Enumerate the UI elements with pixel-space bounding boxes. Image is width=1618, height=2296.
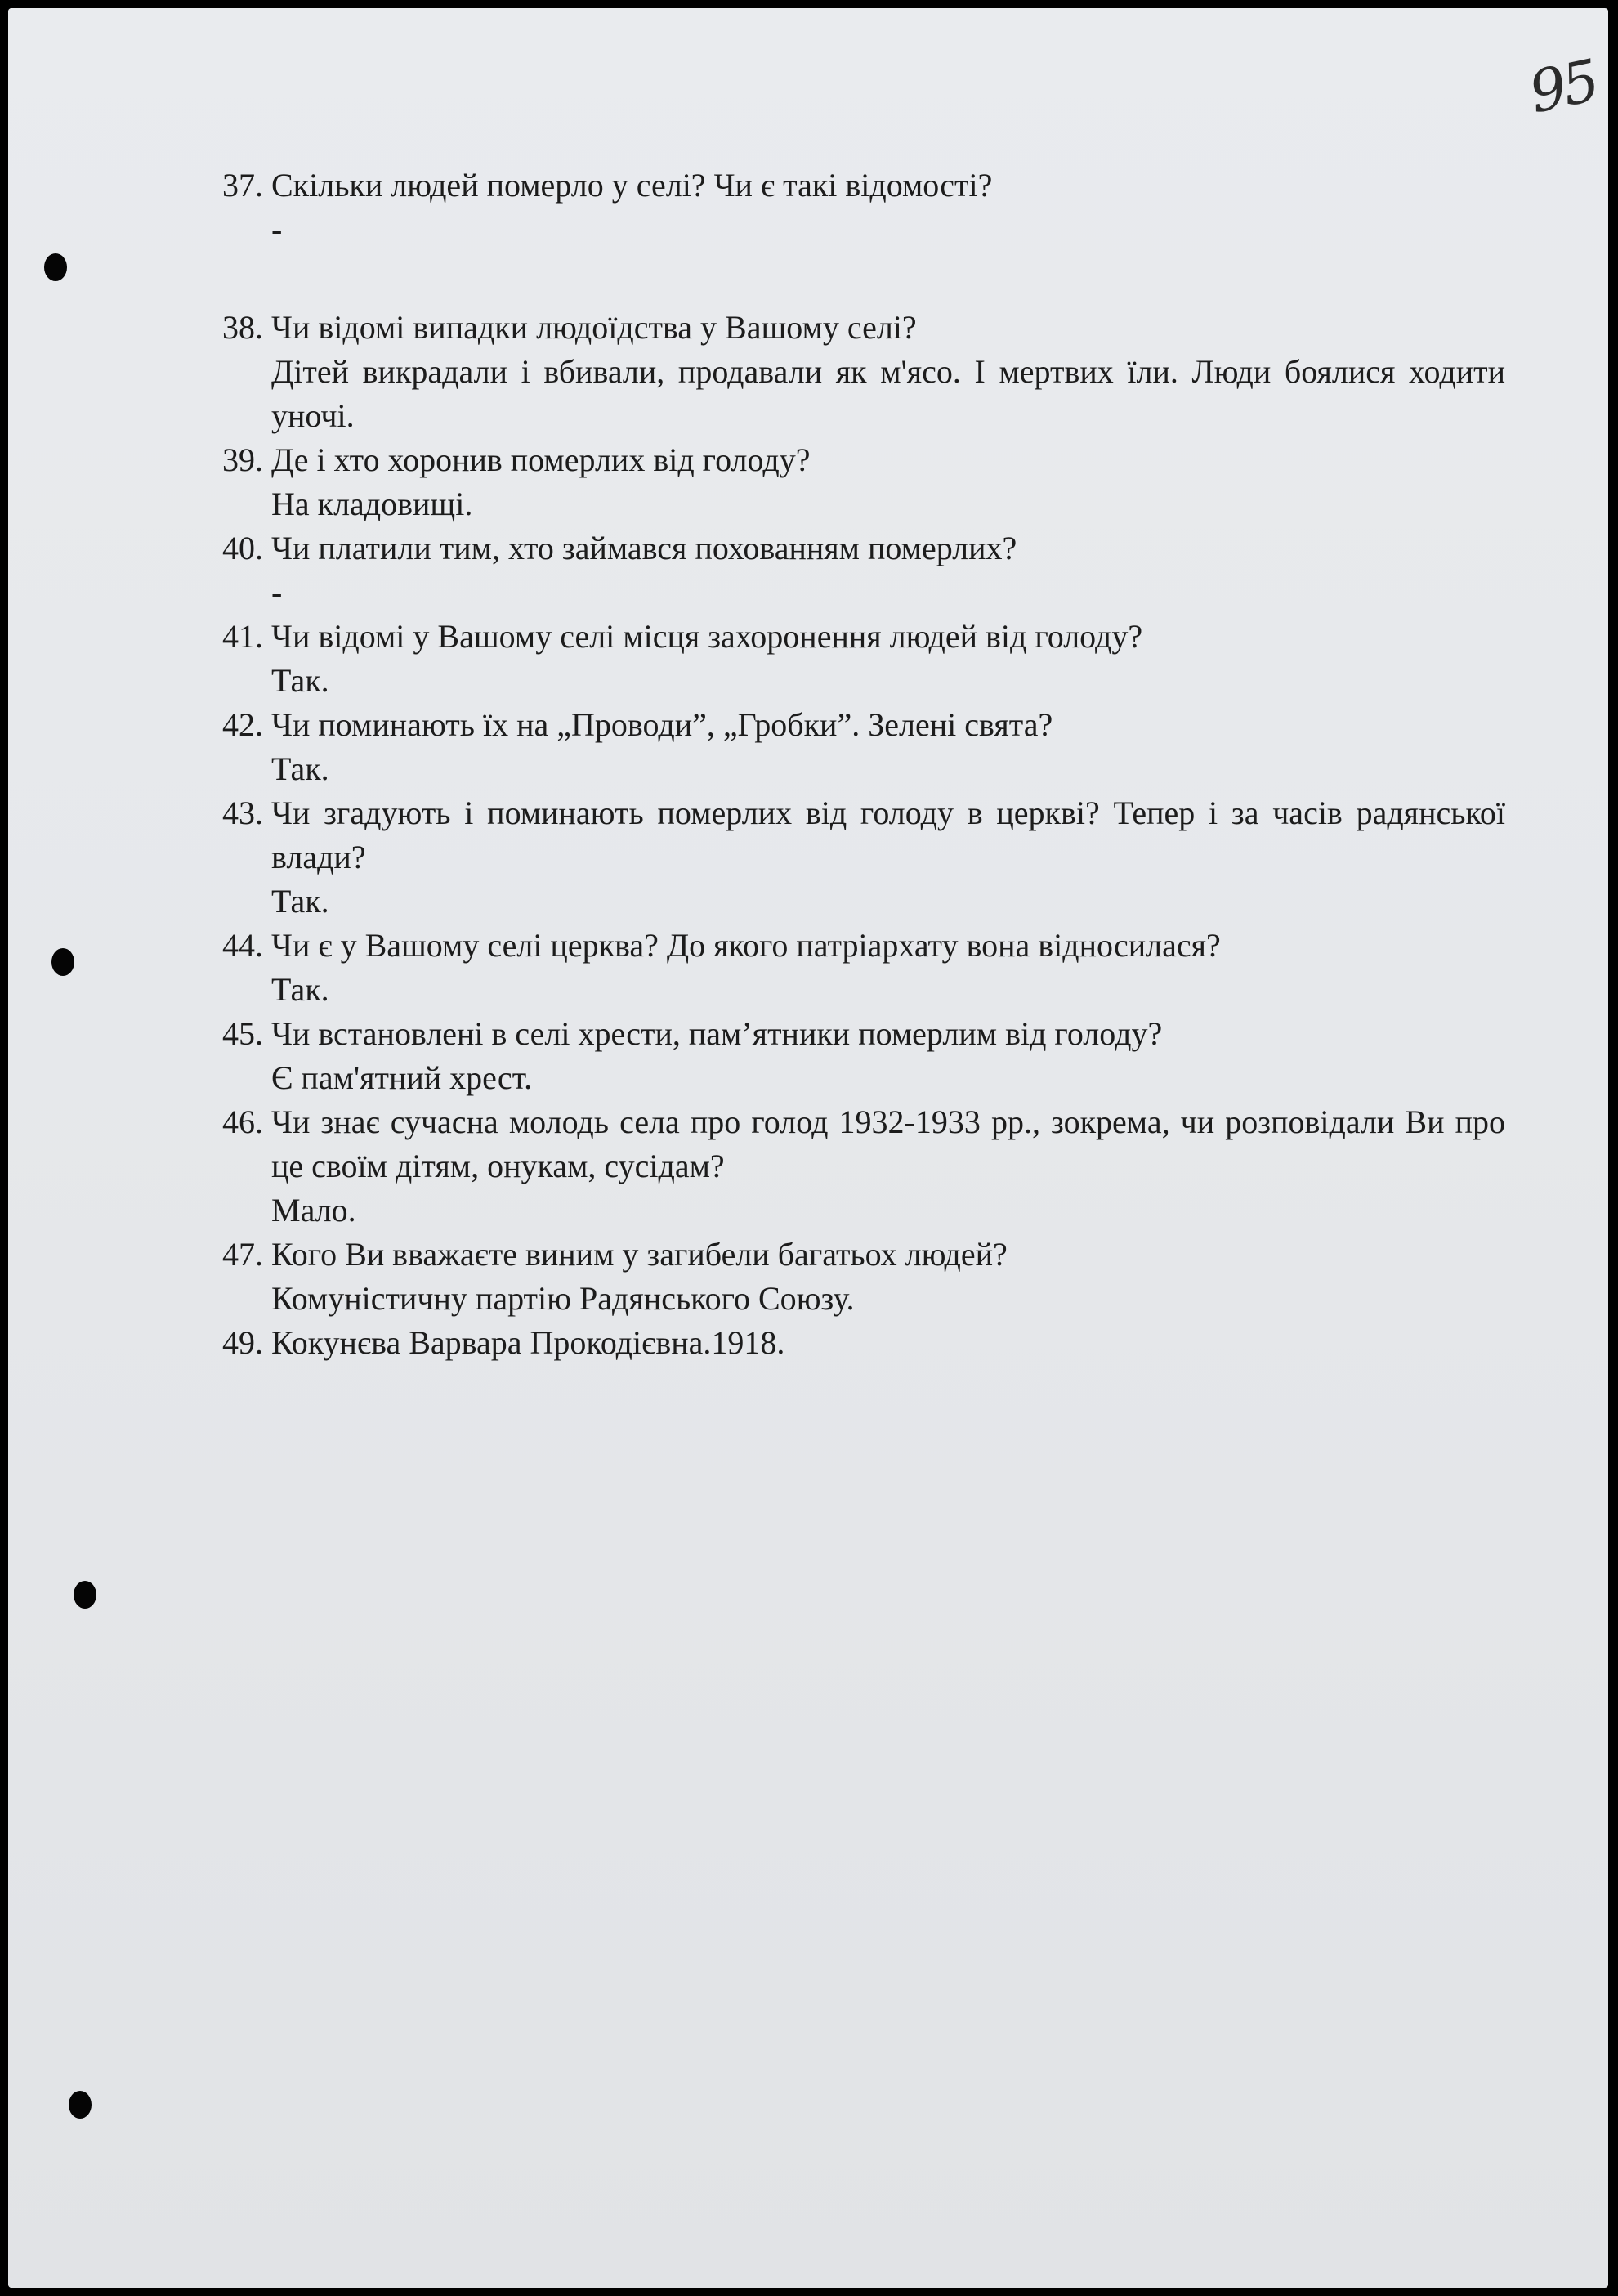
question-item [222, 615, 1505, 703]
question-text: Скільки людей померло у селі? Чи є такі відомості? [271, 167, 993, 204]
question-item [222, 526, 1505, 615]
respondent-line: 49. Кокунєва Варвара Прокодієвна.1918. [222, 1324, 785, 1361]
question-number: 39. [222, 441, 263, 478]
punch-hole [69, 2091, 92, 2119]
question-number: 42. [222, 706, 263, 743]
question-text: Чи відомі випадки людоїдства у Вашому селі? [271, 309, 917, 346]
answer-text: Є пам'ятний хрест. [271, 1059, 533, 1096]
question-text: Чи знає сучасна молодь села про голод 1932-1933 рр., зокрема, чи розповідали Ви про це своїм дітям, онукам, сусідам? [271, 1103, 1505, 1184]
question-number: 41. [222, 618, 263, 655]
question-number: 37. [222, 167, 263, 204]
question-item [222, 791, 1505, 924]
punch-hole [51, 948, 74, 976]
questionnaire-text [222, 163, 1505, 1365]
question-item [222, 1100, 1505, 1233]
handwritten-page-number: 95 [1523, 47, 1602, 127]
question-text: Де і хто хоронив померлих від голоду? [271, 441, 811, 478]
question-item [222, 163, 1505, 252]
question-item [222, 306, 1505, 438]
question-item [222, 438, 1505, 526]
question-text: Чи згадують і поминають померлих від голоду в церкві? Тепер і за часів радянської влади? [271, 794, 1505, 875]
answer-text: На кладовищі. [271, 486, 473, 522]
question-number: 40. [222, 530, 263, 566]
document-page [8, 8, 1608, 2288]
question-text: Чи встановлені в селі хрести, пам’ятники померлим від голоду? [271, 1015, 1163, 1052]
question-item [222, 1012, 1505, 1100]
question-number: 38. [222, 309, 263, 346]
question-text: Кого Ви вважаєте виним у загибели багатьох людей? [271, 1236, 1008, 1273]
answer-text: Так. [271, 971, 329, 1008]
answer-text: Так. [271, 883, 329, 920]
question-number: 47. [222, 1236, 263, 1273]
question-item [222, 703, 1505, 791]
question-text: Чи є у Вашому селі церква? До якого патріархату вона відносилася? [271, 927, 1221, 964]
question-item [222, 1233, 1505, 1321]
question-text: Чи відомі у Вашому селі місця захоронення людей від голоду? [271, 618, 1143, 655]
answer-text: - [271, 574, 283, 611]
answer-text: Комуністичну партію Радянського Союзу. [271, 1280, 855, 1317]
punch-hole [74, 1581, 96, 1609]
question-number: 46. [222, 1103, 263, 1140]
answer-text: Дітей викрадали і вбивали, продавали як м'ясо. І мертвих їли. Люди боялися ходити уночі. [271, 353, 1505, 434]
question-text: Чи поминають їх на „Проводи”, „Гробки”. Зелені свята? [271, 706, 1053, 743]
answer-text: Мало. [271, 1192, 356, 1229]
question-number: 45. [222, 1015, 263, 1052]
answer-text: Так. [271, 750, 329, 787]
punch-hole [44, 253, 67, 281]
question-item [222, 924, 1505, 1012]
answer-text: Так. [271, 662, 329, 699]
question-number: 44. [222, 927, 263, 964]
answer-text: - [271, 211, 283, 248]
question-text: Чи платили тим, хто займався похованням померлих? [271, 530, 1017, 566]
question-number: 43. [222, 794, 263, 831]
